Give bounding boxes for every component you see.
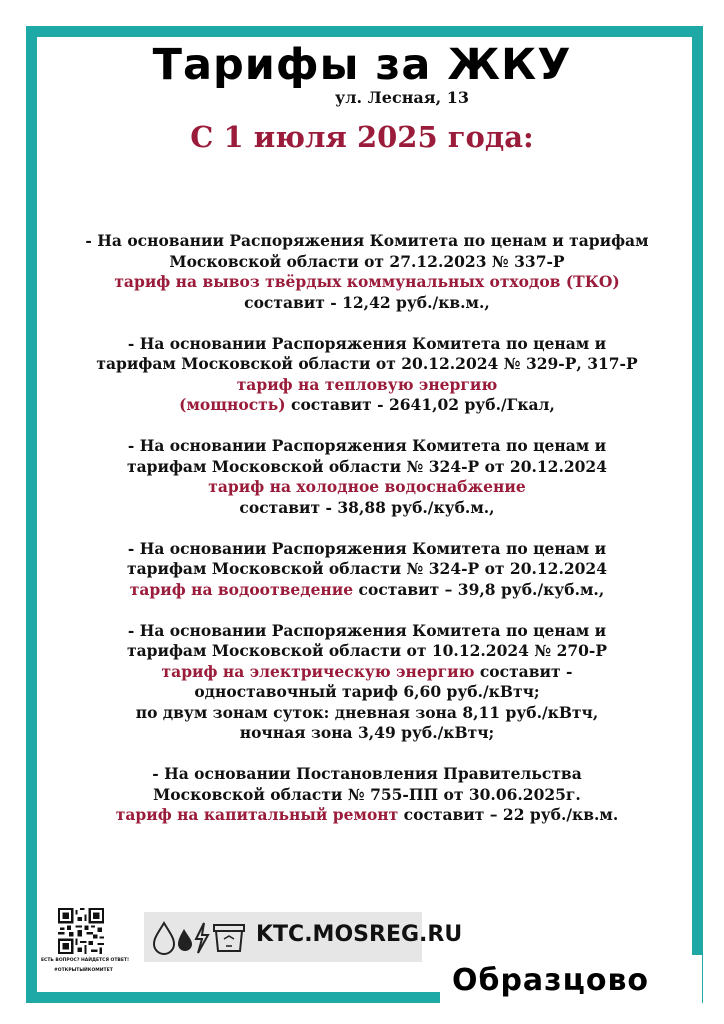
tariff-name-cont: (мощность) — [179, 395, 286, 414]
water-drop-icon — [154, 923, 174, 954]
tariff-value: составит - — [474, 661, 573, 681]
basis-line: тарифам Московской области от 20.12.2024 № 329-Р, 317-Р — [96, 354, 638, 373]
tariff-name: тариф на капитальный ремонт — [115, 805, 399, 824]
qr-code-icon[interactable] — [58, 908, 104, 954]
tariff-list — [40, 231, 694, 846]
basis-line: - На основании Распоряжения Комитета по ценам и — [127, 620, 607, 640]
basis-line: тарифам Московской области № 324-Р от 20.12.2024 — [126, 559, 608, 578]
basis-line: Московской области от 27.12.2023 № 337-Р — [169, 251, 565, 271]
basis-line: тарифам Московской области от 10.12.2024 № 270-Р — [126, 641, 608, 660]
tariff-value: составит - 2641,02 руб./Гкал, — [285, 395, 555, 414]
tariff-detail: одноставочный тариф 6,60 руб./кВтч; — [194, 682, 540, 701]
tariff-name: тариф на водоотведение — [129, 579, 354, 599]
qr-caption: ЕСТЬ ВОПРОС? НАЙДЕТСЯ ОТВЕТ! — [40, 958, 130, 963]
lightning-icon — [196, 923, 208, 953]
logo-text: KTC.MOSREG.RU — [256, 922, 463, 947]
tariff-detail: по двум зонам суток: дневная зона 8,11 руб./кВтч, — [135, 702, 599, 722]
basis-line: - На основании Распоряжения Комитета по ценам и тарифам — [85, 231, 649, 250]
tariff-value-line — [40, 395, 694, 416]
tariff-value-line — [40, 662, 694, 683]
tariff-block-heat — [40, 334, 694, 416]
ktc-logo[interactable] — [144, 912, 463, 962]
tariff-value-line — [40, 805, 694, 826]
tariff-value: составит – 39,8 руб./куб.м., — [353, 579, 605, 599]
tariff-value: составит - 38,88 руб./куб.м., — [239, 497, 495, 517]
tariff-value-line — [40, 580, 694, 601]
basis-line: тарифам Московской области № 324-Р от 20.12.2024 — [126, 456, 608, 476]
tariff-block-cold-water — [40, 436, 694, 518]
tariff-name: тариф на вывоз твёрдых коммунальных отходов (ТКО) — [114, 272, 620, 291]
tariff-name: тариф на электрическую энергию — [161, 661, 475, 681]
page-title: Тарифы за ЖКУ — [152, 40, 572, 90]
city-name: Образцово — [452, 963, 650, 998]
tariff-value: составит – 22 руб./кв.м. — [398, 805, 619, 824]
tariff-block-tko — [40, 231, 694, 313]
tariff-block-sewage — [40, 539, 694, 601]
tariff-name: тариф на холодное водоснабжение — [208, 477, 526, 496]
qr-hashtag: #ОТКРЫТЫЙКОМИТЕТ — [54, 968, 113, 973]
tariff-value: составит - 12,42 руб./кв.м., — [244, 292, 490, 312]
tariff-block-electricity — [40, 621, 694, 744]
effective-date: С 1 июля 2025 года: — [190, 120, 534, 154]
basis-line: - На основании Распоряжения Комитета по ценам и — [127, 436, 607, 455]
trash-bin-icon — [214, 925, 244, 951]
basis-line: - На основании Распоряжения Комитета по ценам и — [127, 538, 607, 558]
tariff-name: тариф на тепловую энергию — [236, 374, 498, 394]
basis-line: Московской области № 755-ПП от 30.06.2025г. — [153, 784, 581, 804]
tariff-block-capital-repair — [40, 764, 694, 826]
basis-line: - На основании Распоряжения Комитета по ценам и — [127, 333, 607, 353]
tariff-detail: ночная зона 3,49 руб./кВтч; — [239, 723, 495, 742]
address: ул. Лесная, 13 — [334, 88, 470, 107]
gas-drop-icon — [178, 929, 192, 951]
utility-icons — [150, 917, 250, 957]
basis-line: - На основании Постановления Правительства — [152, 764, 582, 783]
